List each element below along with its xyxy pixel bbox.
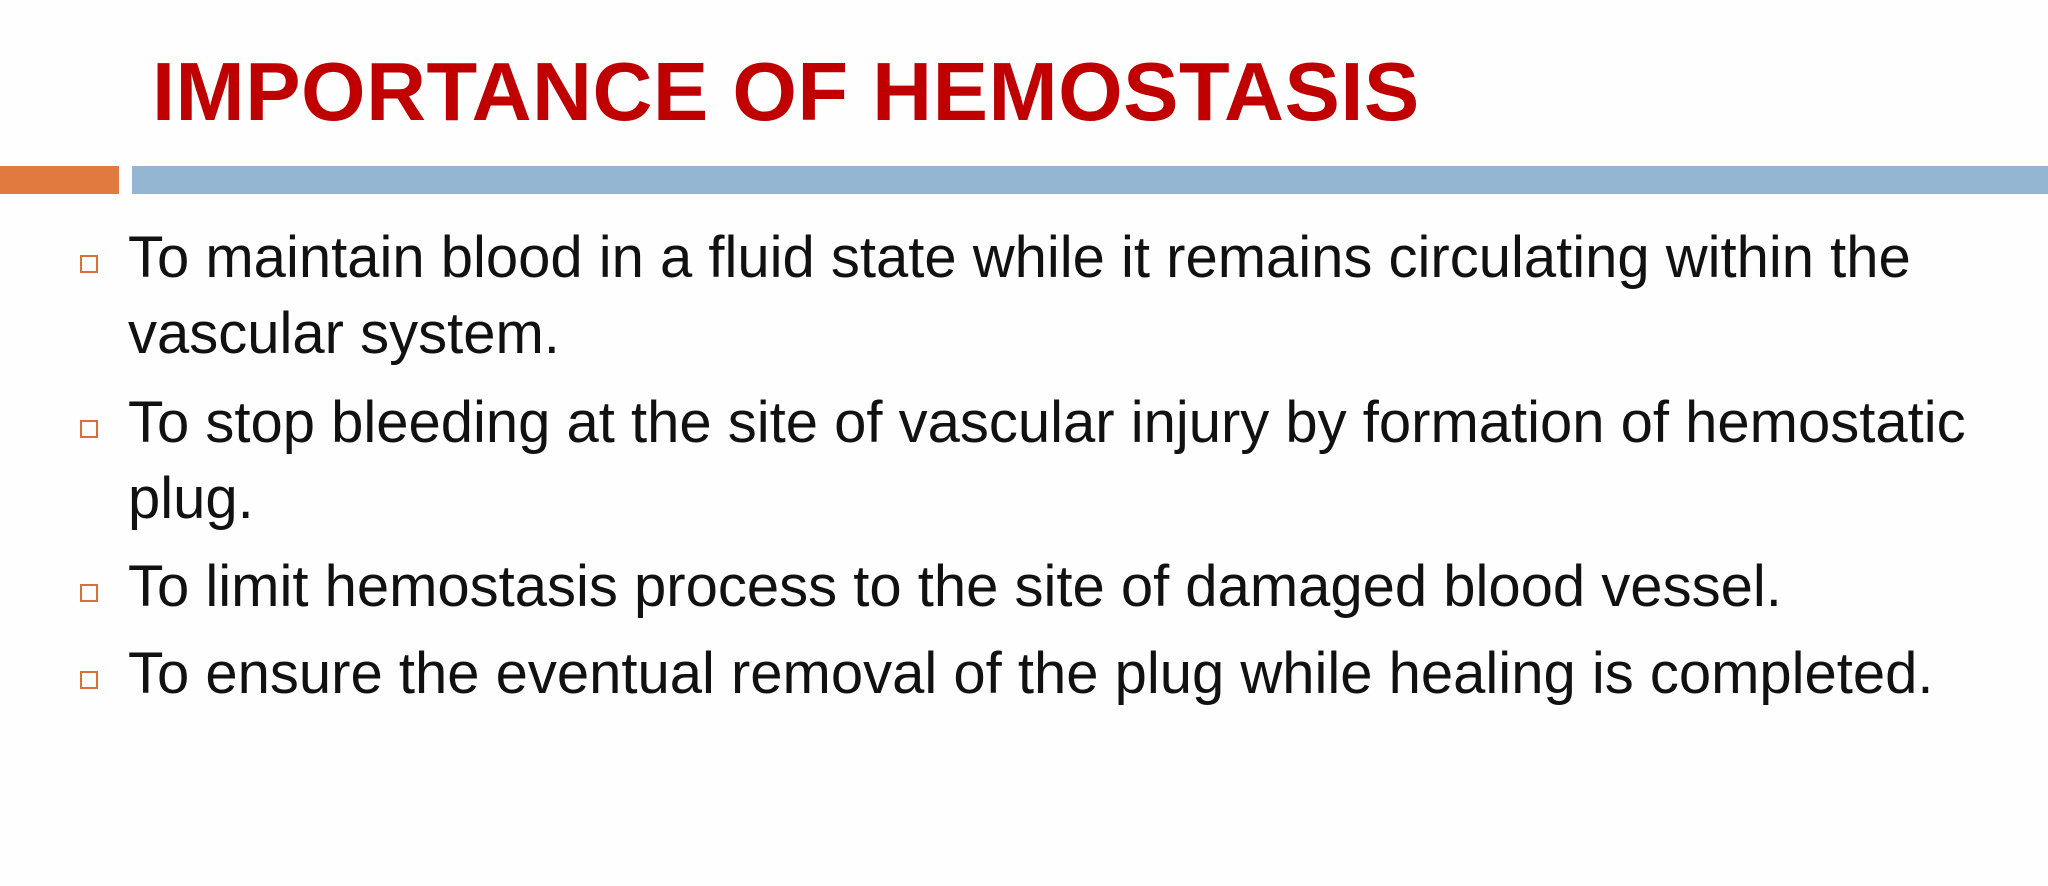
hollow-square-bullet-icon [80,584,98,602]
hollow-square-bullet-icon [80,671,98,689]
bullet-text: To maintain blood in a fluid state while it remains circulating within the vascular system. [128,225,1911,366]
hollow-square-bullet-icon [80,255,98,273]
bullet-text: To ensure the eventual removal of the plug while healing is completed. [128,641,1934,706]
slide-title: IMPORTANCE OF HEMOSTASIS [152,45,1420,138]
accent-bar-left [0,166,119,194]
bullet-text: To limit hemostasis process to the site of damaged blood vessel. [128,554,1782,619]
bullet-text: To stop bleeding at the site of vascular injury by formation of hemostatic plug. [128,390,1966,531]
accent-bar-right [132,166,2048,194]
hollow-square-bullet-icon [80,420,98,438]
